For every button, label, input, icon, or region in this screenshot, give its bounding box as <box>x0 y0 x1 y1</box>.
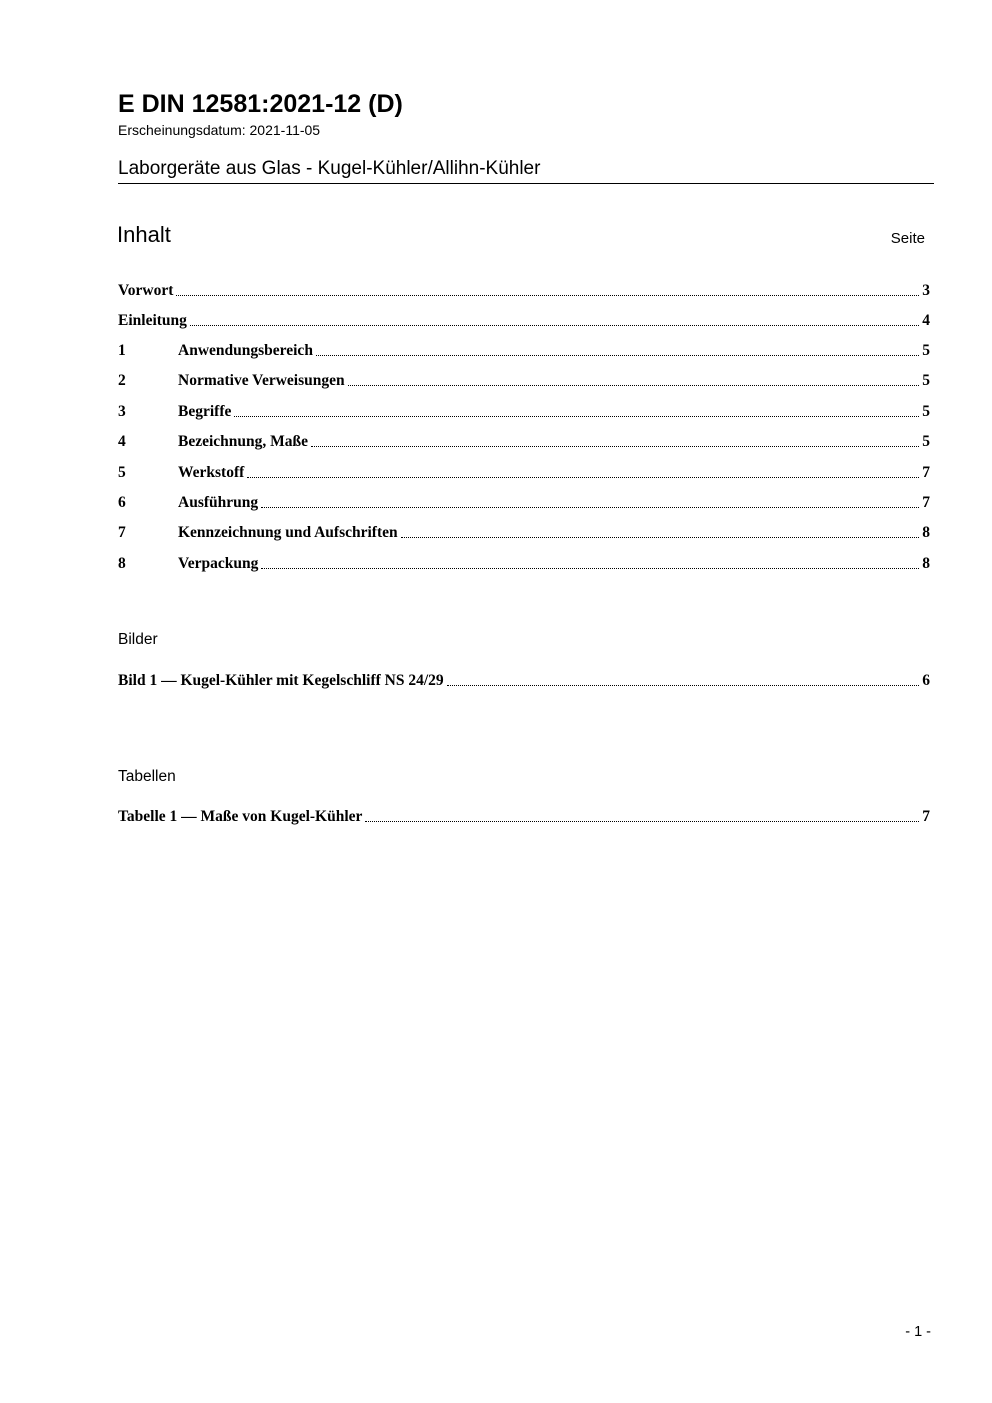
toc-entry-number: 2 <box>118 372 126 389</box>
toc-entry-2[interactable] <box>118 368 930 390</box>
toc-entry-page: 5 <box>922 433 930 450</box>
dot-leader <box>176 294 919 296</box>
toc-entry-page: 4 <box>922 312 930 329</box>
toc-entry-number: 3 <box>118 403 126 420</box>
toc-entry-number: 1 <box>118 342 126 359</box>
toc-entry-title: Vorwort <box>118 282 174 299</box>
toc-entry-number: 8 <box>118 555 126 572</box>
toc-entry-7[interactable] <box>118 520 930 542</box>
page-column-label: Seite <box>890 230 925 247</box>
toc-entry-page: 3 <box>922 282 930 299</box>
figure-entry-title: Bild 1 — Kugel-Kühler mit Kegelschliff NS 24/29 <box>118 672 444 689</box>
dot-leader <box>261 506 919 508</box>
dot-leader <box>348 384 920 386</box>
figure-entry-1[interactable] <box>118 668 930 690</box>
toc-entry-8[interactable] <box>118 551 930 573</box>
page-number: - 1 - <box>905 1324 931 1340</box>
dot-leader <box>234 415 919 417</box>
toc-entry-vorwort[interactable] <box>118 278 930 300</box>
toc-entry-title: Einleitung <box>118 312 187 329</box>
table-entry-1[interactable] <box>118 804 930 826</box>
tables-section-label: Tabellen <box>118 768 176 785</box>
toc-entry-number: 6 <box>118 494 126 511</box>
toc-entry-title: Begriffe <box>178 403 232 420</box>
table-entry-page: 7 <box>922 808 930 825</box>
toc-entry-4[interactable] <box>118 429 930 451</box>
toc-entry-einleitung[interactable] <box>118 308 930 330</box>
dot-leader <box>311 445 919 447</box>
toc-entry-1[interactable] <box>118 338 930 360</box>
dot-leader <box>261 567 919 569</box>
toc-entry-page: 7 <box>922 494 930 511</box>
toc-entry-page: 5 <box>922 372 930 389</box>
toc-entry-page: 8 <box>922 524 930 541</box>
document-title: Laborgeräte aus Glas - Kugel-Kühler/Allihn-Kühler <box>118 158 541 179</box>
dot-leader <box>447 684 920 686</box>
toc-entry-title: Werkstoff <box>178 464 245 481</box>
toc-entry-6[interactable] <box>118 490 930 512</box>
toc-entry-title: Normative Verweisungen <box>178 372 345 389</box>
toc-entry-number: 4 <box>118 433 126 450</box>
toc-entry-page: 5 <box>922 403 930 420</box>
toc-entry-page: 5 <box>922 342 930 359</box>
toc-entry-title: Kennzeichnung und Aufschriften <box>178 524 398 541</box>
dot-leader <box>401 536 920 538</box>
document-id: E DIN 12581:2021-12 (D) <box>118 90 403 118</box>
dot-leader <box>316 354 919 356</box>
dot-leader <box>365 820 919 822</box>
publication-date: Erscheinungsdatum: 2021-11-05 <box>118 122 321 138</box>
toc-entry-title: Anwendungsbereich <box>178 342 313 359</box>
toc-heading: Inhalt <box>117 222 171 247</box>
toc-entry-number: 7 <box>118 524 126 541</box>
toc-entry-title: Verpackung <box>178 555 259 572</box>
toc-entry-page: 7 <box>922 464 930 481</box>
figures-section-label: Bilder <box>118 631 158 648</box>
toc-entry-3[interactable] <box>118 399 930 421</box>
dot-leader <box>190 324 919 326</box>
dot-leader <box>247 476 919 478</box>
figure-entry-page: 6 <box>922 672 930 689</box>
toc-entry-title: Ausführung <box>178 494 259 511</box>
toc-entry-page: 8 <box>922 555 930 572</box>
title-rule <box>118 183 934 184</box>
toc-entry-title: Bezeichnung, Maße <box>178 433 309 450</box>
table-entry-title: Tabelle 1 — Maße von Kugel-Kühler <box>118 808 363 825</box>
toc-entry-5[interactable] <box>118 460 930 482</box>
toc-entry-number: 5 <box>118 464 126 481</box>
